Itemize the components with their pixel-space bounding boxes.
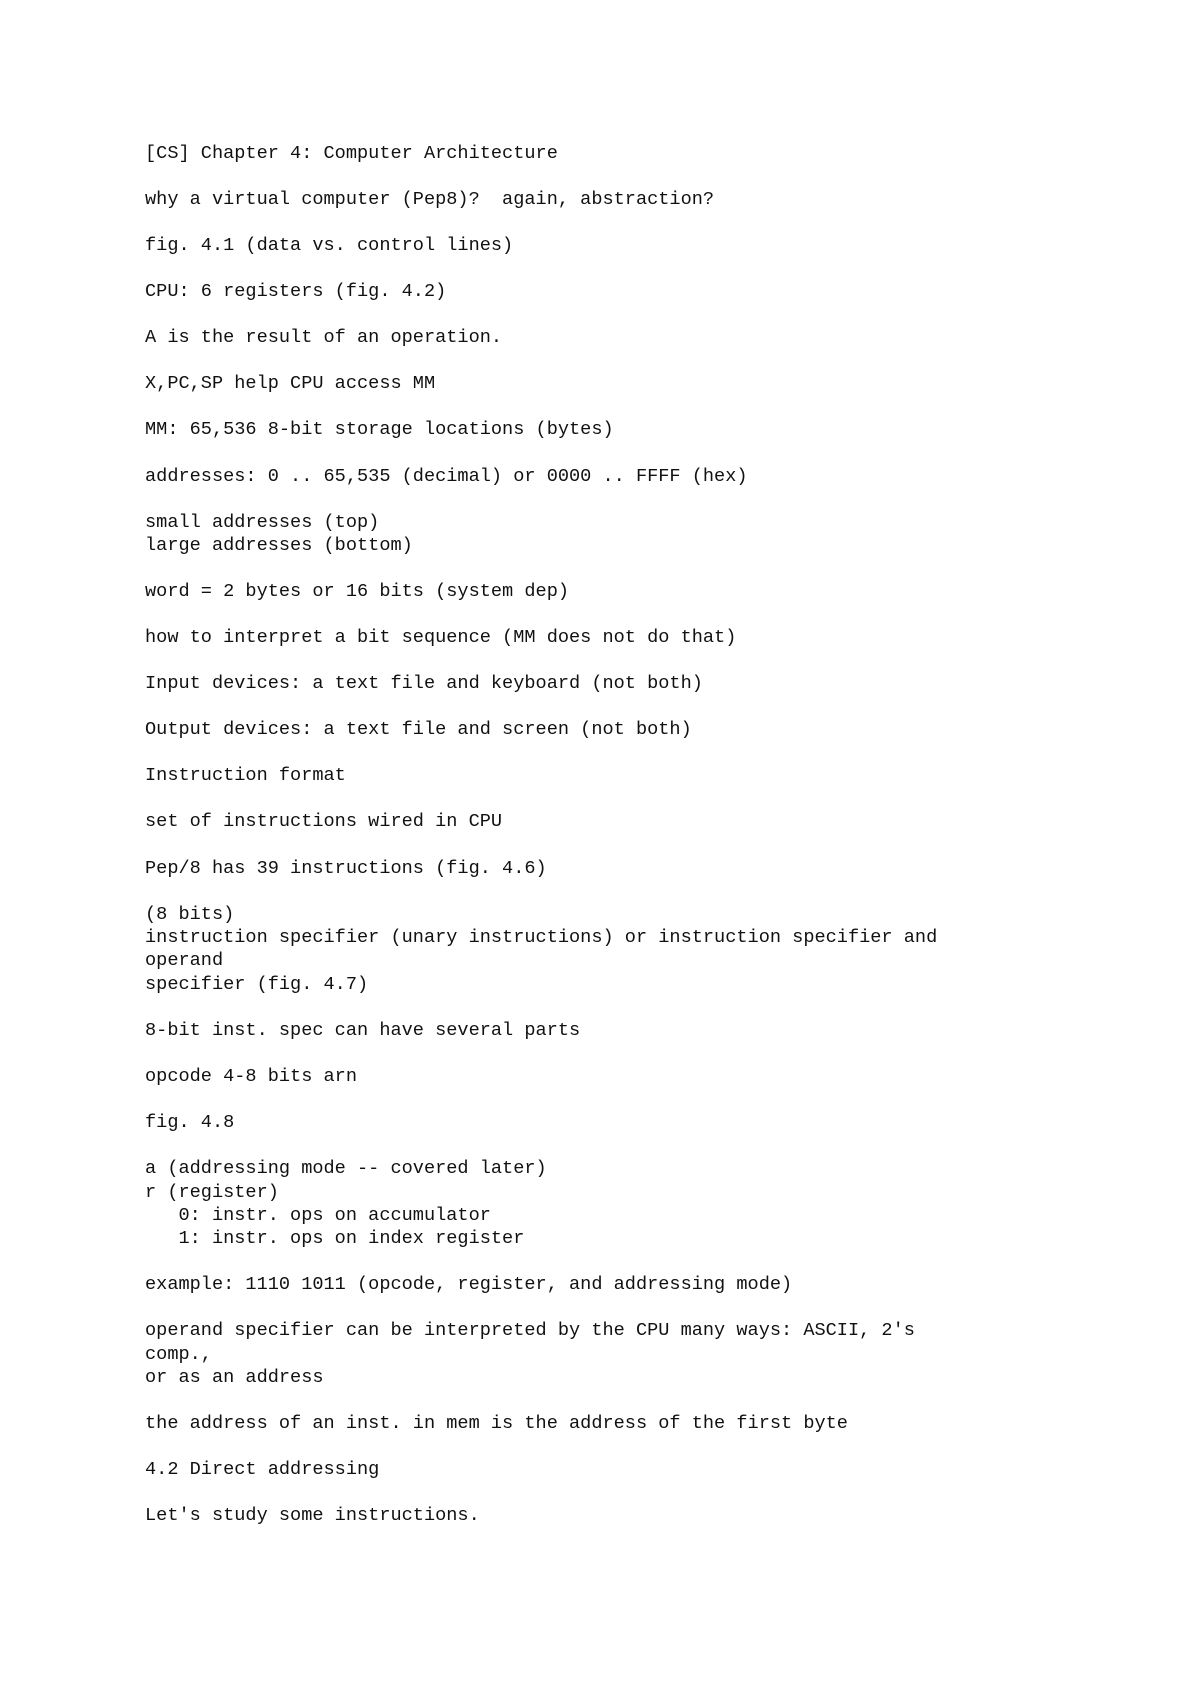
paragraph xyxy=(145,718,1145,741)
text-line: specifier (fig. 4.7) xyxy=(145,973,369,995)
text-line: (8 bits) xyxy=(145,903,235,925)
paragraph xyxy=(145,672,1145,695)
paragraph xyxy=(145,1319,1145,1389)
text-line: MM: 65,536 8-bit storage locations (bytes) xyxy=(145,419,614,441)
text-line: 8-bit inst. spec can have several parts xyxy=(145,1019,581,1041)
paragraph xyxy=(145,1157,1145,1251)
text-line: 1: instr. ops on index register xyxy=(145,1228,525,1250)
text-line: example: 1110 1011 (opcode, register, and addressing mode) xyxy=(145,1274,793,1296)
text-line: Output devices: a text file and screen (not both) xyxy=(145,719,692,741)
text-line: 0: instr. ops on accumulator xyxy=(145,1204,491,1226)
paragraph xyxy=(145,234,1145,257)
text-line: Input devices: a text file and keyboard (not both) xyxy=(145,673,703,695)
text-line: comp., xyxy=(145,1343,212,1365)
text-line: set of instructions wired in CPU xyxy=(145,811,503,833)
paragraph xyxy=(145,580,1145,603)
text-line: addresses: 0 .. 65,535 (decimal) or 0000 .. FFFF (hex) xyxy=(145,465,748,487)
text-line: instruction specifier (unary instructions) or instruction specifier and xyxy=(145,927,938,949)
paragraph xyxy=(145,1019,1145,1042)
text-line: Instruction format xyxy=(145,765,346,787)
paragraph xyxy=(145,465,1145,488)
paragraph xyxy=(145,626,1145,649)
text-line: how to interpret a bit sequence (MM does not do that) xyxy=(145,627,737,649)
paragraph xyxy=(145,810,1145,833)
document-page xyxy=(145,142,1145,1551)
paragraph xyxy=(145,188,1145,211)
text-line: a (addressing mode -- covered later) xyxy=(145,1158,547,1180)
paragraph xyxy=(145,280,1145,303)
text-line: word = 2 bytes or 16 bits (system dep) xyxy=(145,581,570,603)
text-line: why a virtual computer (Pep8)? again, abstraction? xyxy=(145,189,715,211)
text-line: or as an address xyxy=(145,1367,324,1389)
text-line: operand xyxy=(145,950,224,972)
paragraph xyxy=(145,1111,1145,1134)
text-line: the address of an inst. in mem is the address of the first byte xyxy=(145,1413,848,1435)
text-line: operand specifier can be interpreted by the CPU many ways: ASCII, 2's xyxy=(145,1320,915,1342)
section-heading xyxy=(145,1458,1145,1481)
text-line: fig. 4.1 (data vs. control lines) xyxy=(145,235,514,257)
text-line: A is the result of an operation. xyxy=(145,327,503,349)
paragraph xyxy=(145,1412,1145,1435)
text-line: r (register) xyxy=(145,1181,279,1203)
paragraph xyxy=(145,511,1145,558)
section-heading xyxy=(145,764,1145,787)
paragraph xyxy=(145,372,1145,395)
text-line: CPU: 6 registers (fig. 4.2) xyxy=(145,281,447,303)
paragraph xyxy=(145,418,1145,441)
paragraph xyxy=(145,326,1145,349)
text-line: opcode 4-8 bits arn xyxy=(145,1065,358,1087)
text-line: [CS] Chapter 4: Computer Architecture xyxy=(145,143,558,164)
text-line: fig. 4.8 xyxy=(145,1112,235,1134)
text-line: 4.2 Direct addressing xyxy=(145,1459,380,1481)
paragraph xyxy=(145,857,1145,880)
chapter-title xyxy=(145,142,1145,165)
paragraph xyxy=(145,1065,1145,1088)
paragraph xyxy=(145,1504,1145,1527)
paragraph xyxy=(145,903,1145,997)
text-line: Pep/8 has 39 instructions (fig. 4.6) xyxy=(145,857,547,879)
paragraph xyxy=(145,1273,1145,1296)
text-line: Let's study some instructions. xyxy=(145,1505,480,1527)
text-line: small addresses (top) xyxy=(145,511,380,533)
text-line: X,PC,SP help CPU access MM xyxy=(145,373,436,395)
text-line: large addresses (bottom) xyxy=(145,535,413,557)
